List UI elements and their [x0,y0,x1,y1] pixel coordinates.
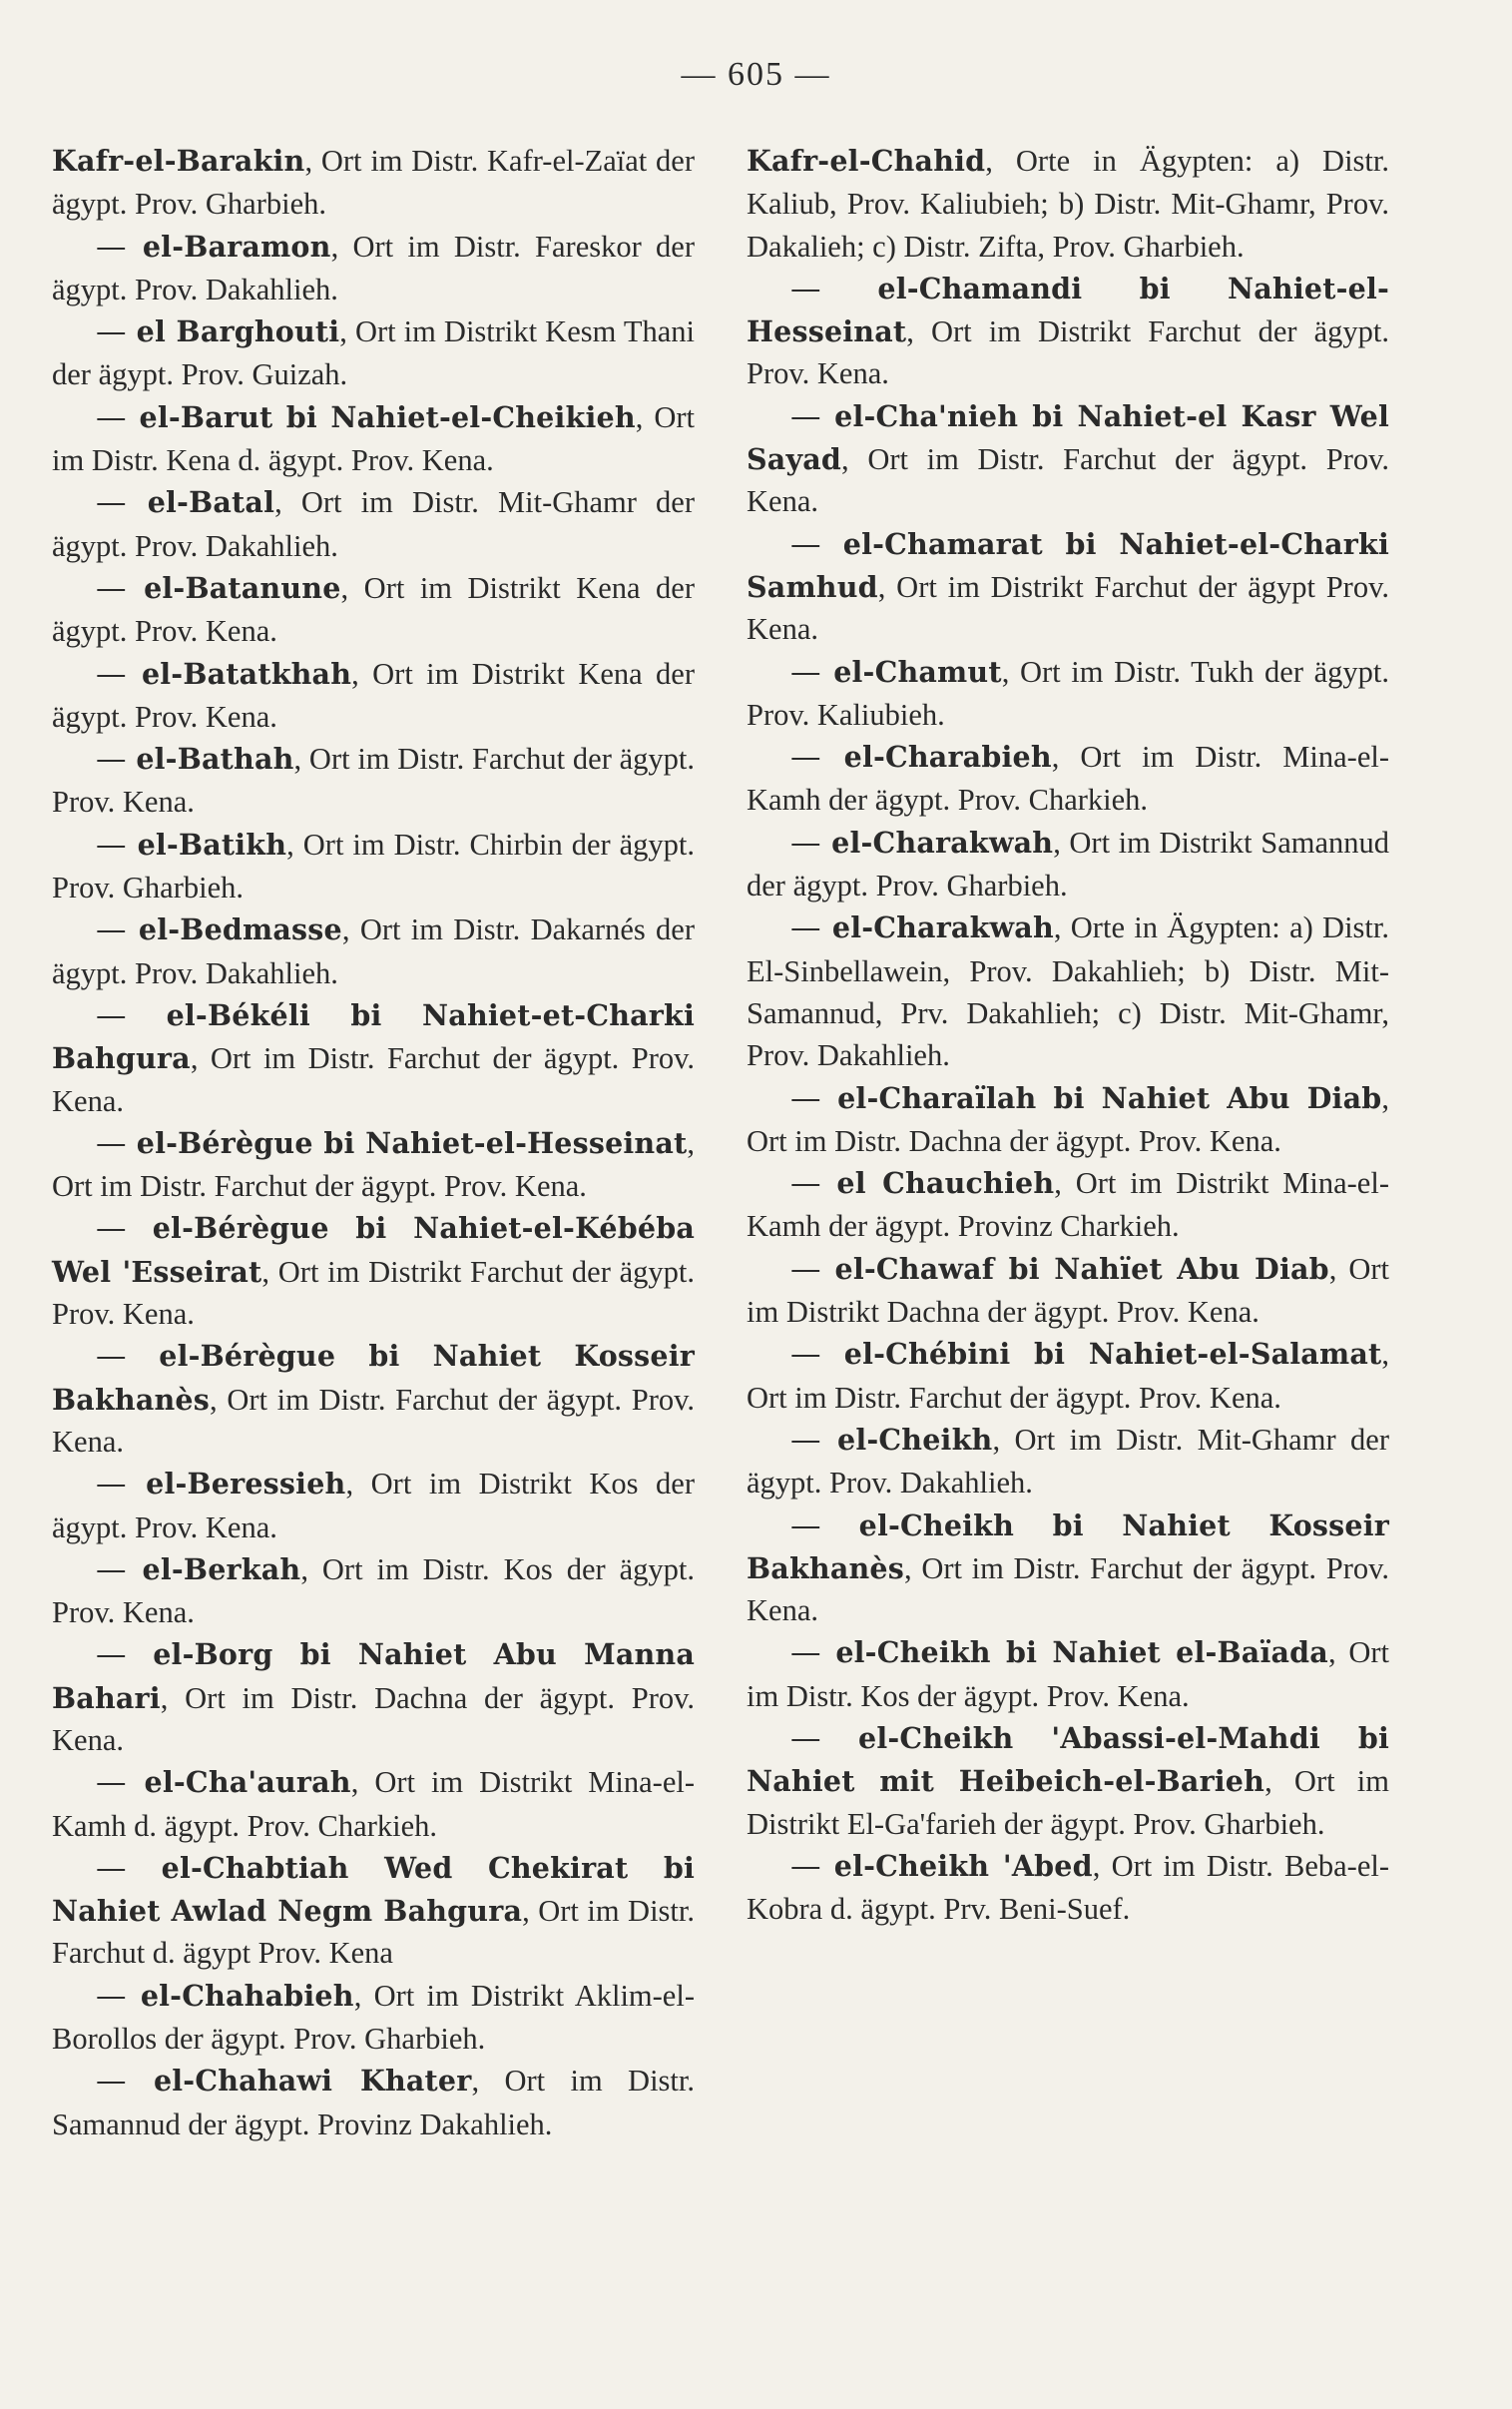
dictionary-entry [52,1548,695,1634]
entry-dash: — [96,2064,154,2100]
entry-description: , Ort im Distr. Kena d. ägypt. Prov. Kena. [52,399,695,478]
dictionary-entry [747,1162,1389,1248]
entry-headword: el-Charakwah [831,825,1054,860]
entry-headword: el-Batanune [144,570,341,605]
entry-dash: — [790,1848,834,1884]
entry-headword: el-Bedmasse [138,912,342,947]
dictionary-entry [52,1463,695,1548]
entry-description: , Ort im Distr. Farchut d. ägypt Prov. Kena [52,1894,695,1971]
entry-description: , Ort im Distr. Mina-el-Kamh der ägypt. Prov. Charkieh. [747,740,1389,818]
entry-dash: — [96,656,142,692]
entry-description: , Ort im Distrikt Farchut der ägypt. Prov. Kena. [52,1254,695,1332]
entry-dash: — [96,997,167,1033]
dictionary-entry [747,268,1389,395]
entry-dash: — [96,1211,153,1247]
entry-headword: el-Batatkhah [141,656,352,691]
dictionary-entry [52,226,695,311]
dictionary-entry [52,824,695,909]
entry-dash: — [790,1080,838,1116]
dictionary-entry [52,481,695,567]
dictionary-entry [52,1975,695,2061]
entry-dash: — [790,1337,844,1373]
entry-headword: el-Chamut [833,654,1002,689]
entry-headword: el-Cheikh 'Abed [833,1848,1093,1883]
dictionary-entry [52,1207,695,1335]
entry-dash: — [96,1339,160,1375]
entry-description: , Ort im Distr. Farchut der ägypt. Prov. Kena. [52,1382,695,1459]
entry-dash: — [96,399,140,435]
entry-headword: el-Cheikh 'Abassi-el-Mahdi bi Nahiet mit Heibeich-el-Barieh [747,1720,1389,1799]
dictionary-entry [747,140,1389,268]
entry-headword: el-Bérègue bi Nahiet-el-Hesseinat [136,1125,688,1160]
dictionary-entry [52,310,695,396]
dictionary-entry [747,395,1389,523]
entry-dash: — [96,1637,154,1673]
entry-dash: — [96,827,138,863]
dictionary-entry [52,1335,695,1463]
entry-description: , Ort im Distr. Farchut der ägypt. Prov. Kena. [52,1125,695,1204]
dictionary-entry [747,822,1389,907]
entry-headword: el-Bérègue bi Nahiet Kosseir Bakhanès [52,1339,695,1417]
entry-headword: Kafr-el-Barakin [52,144,305,178]
entry-description: , Ort im Distr. Dakarnés der ägypt. Prov. Dakahlieh. [52,912,695,990]
entry-description: , Ort im Distr. Farchut der ägypt. Prov. Kena. [747,1337,1389,1415]
entry-headword: el Barghouti [136,314,340,349]
entry-description: , Ort im Distr. Farchut der ägypt. Prov. Kena. [52,1041,695,1118]
entry-dash: — [96,1467,147,1503]
entry-description: , Ort im Distr. Tukh der ägypt. Prov. Kaliubieh. [747,654,1389,732]
entry-headword: el-Batikh [137,827,287,862]
entry-headword: el Chauchieh [836,1166,1055,1201]
entry-dash: — [96,1551,143,1587]
entry-description: , Ort im Distr. Farchut der ägypt. Prov. Kena. [747,442,1389,519]
entry-headword: el-Chabtiah Wed Chekirat bi Nahiet Awlad Negm Bahgura [52,1850,696,1929]
dictionary-entry [52,738,695,824]
entry-headword: el-Bérègue bi Nahiet-el-Kébéba Wel 'Esseirat [52,1211,695,1289]
entry-dash: — [790,398,835,434]
entry-headword: el-Chahawi Khater [153,2064,472,2099]
entry-headword: el-Charabieh [843,740,1052,775]
entry-headword: el-Cheikh bi Nahiet el-Baïada [835,1635,1328,1670]
entry-headword: el-Cha'nieh bi Nahiet-el Kasr Wel Sayad [747,398,1389,477]
entry-description: , Orte in Ägypten: a) Distr. Kaliub, Prov. Kaliubieh; b) Distr. Mit-Ghamr, Prov. Dakalieh; c) Distr. Zifta, Prov. Gharbieh. [747,144,1389,264]
dictionary-entry [747,651,1389,737]
entry-headword: el-Cheikh bi Nahiet Kosseir Bakhanès [747,1507,1389,1585]
entry-dash: — [96,314,137,350]
entry-headword: el-Baramon [142,229,331,264]
entry-headword: el-Chawaf bi Nahïet Abu Diab [834,1251,1329,1286]
entry-dash: — [96,1765,145,1801]
entry-description: , Ort im Distrikt Aklim-el-Borollos der ägypt. Prov. Gharbieh. [52,1978,695,2057]
entry-description: , Ort im Distr. Fareskor der ägypt. Prov. Dakahlieh. [52,229,695,306]
entry-dash: — [790,825,832,861]
entry-dash: — [790,910,832,946]
dictionary-entry [52,2060,695,2145]
entry-dash: — [96,229,143,265]
dictionary-entry [52,1761,695,1847]
dictionary-entry [747,906,1389,1076]
entry-headword: el-Békéli bi Nahiet-et-Charki Bahgura [52,997,695,1076]
entry-headword: el-Chahabieh [140,1978,354,2013]
entry-dash: — [790,1635,836,1671]
entry-headword: el-Chamarat bi Nahiet-el-Charki Samhud [747,526,1389,604]
dictionary-entry [747,1333,1389,1419]
entry-description: , Ort im Distrikt Farchut der ägypt Prov. Kena. [747,569,1389,647]
entry-headword: el-Barut bi Nahiet-el-Cheikieh [139,399,636,434]
entry-description: , Orte in Ägypten: a) Distr. El-Sinbellawein, Prov. Dakahlieh; b) Distr. Mit-Samannud, Prv. Dakahlieh; c) Distr. Mit-Ghamr, Prov. Dakahlieh. [747,910,1389,1073]
entry-description: , Ort im Distrikt Kesm Thani der ägypt. Prov. Guizah. [52,314,695,392]
entry-dash: — [96,912,139,948]
page-number: — 605 — [681,56,831,93]
entry-description: , Ort im Distr. Dachna der ägypt. Prov. Kena. [52,1680,695,1757]
dictionary-entry [52,1122,695,1208]
entry-description: , Ort im Distr. Chirbin der ägypt. Prov. Gharbieh. [52,827,696,905]
entry-headword: el-Batal [147,485,275,520]
entry-description: , Ort im Distr. Kos der ägypt. Prov. Kena. [747,1635,1389,1713]
entry-description: , Ort im Distr. Samannud der ägypt. Provinz Dakahlieh. [52,2064,695,2141]
dictionary-entry [747,1419,1389,1505]
dictionary-entry [747,1077,1389,1163]
entry-headword: el-Bathah [136,742,294,777]
dictionary-entry [52,396,695,482]
dictionary-entry [747,1248,1389,1334]
dictionary-entry [52,1633,695,1761]
entry-description: , Ort im Distr. Dachna der ägypt. Prov. Kena. [747,1080,1389,1158]
entry-description: , Ort im Distrikt Mina-el-Kamh d. ägypt. Prov. Charkieh. [52,1765,695,1843]
entry-description: , Ort im Distr. Kos der ägypt. Prov. Kena. [52,1551,695,1630]
entry-dash: — [96,485,148,521]
entry-dash: — [790,740,844,776]
entry-dash: — [96,1125,137,1161]
entry-description: , Ort im Distr. Mit-Ghamr der ägypt. Prov. Dakahlieh. [747,1422,1389,1501]
entry-description: , Ort im Distrikt Kos der ägypt. Prov. Kena. [52,1467,695,1544]
entry-dash: — [790,526,843,562]
entry-dash: — [96,570,145,606]
entry-description: , Ort im Distrikt Kena der ägypt. Prov. Kena. [52,656,695,734]
dictionary-entry [747,1845,1389,1931]
entry-headword: el-Borg bi Nahiet Abu Manna Bahari [52,1637,695,1715]
entry-dash: — [790,271,878,306]
dictionary-entry [747,736,1389,822]
dictionary-entry [747,523,1389,651]
entry-description: , Ort im Distrikt Samannud der ägypt. Prov. Gharbieh. [747,825,1389,903]
entry-description: , Ort im Distrikt Mina-el-Kamh der ägypt. Provinz Charkieh. [747,1166,1389,1244]
dictionary-entry [747,1505,1389,1632]
entry-headword: el-Beressieh [146,1467,346,1502]
dictionary-entry [52,140,695,226]
dictionary-entry [52,908,695,994]
entry-headword: el-Chébini bi Nahiet-el-Salamat [843,1337,1382,1372]
entry-dash: — [790,1422,838,1458]
entry-dash: — [790,1507,859,1543]
dictionary-entry [52,567,695,653]
right-column [747,140,1389,1930]
entry-dash: — [790,654,834,690]
entry-description: , Ort im Distrikt El-Ga'farieh der ägypt. Prov. Gharbieh. [747,1764,1390,1841]
dictionary-entry [747,1717,1389,1845]
entry-dash: — [790,1720,859,1756]
entry-headword: el-Cheikh [837,1422,993,1457]
left-column [52,140,695,2145]
entry-headword: el-Berkah [142,1551,301,1586]
entry-description: , Ort im Distr. Farchut der ägypt. Prov. Kena. [747,1550,1389,1628]
entry-headword: Kafr-el-Chahid [747,144,986,178]
entry-dash: — [790,1251,835,1287]
entry-headword: el-Charakwah [831,910,1054,945]
entry-dash: — [790,1166,837,1202]
entry-dash: — [96,1978,141,2014]
entry-headword: el-Chamandi bi Nahiet-el-Hesseinat [747,271,1389,349]
entry-dash: — [96,1850,162,1886]
dictionary-entry [747,1631,1389,1717]
entry-description: , Ort im Distrikt Dachna der ägypt. Prov. Kena. [747,1251,1389,1330]
entry-dash: — [96,742,137,778]
entry-description: , Ort im Distr. Farchut der ägypt. Prov. Kena. [52,742,695,820]
dictionary-entry [52,1847,695,1975]
entry-description: , Ort im Distr. Mit-Ghamr der ägypt. Prov. Dakahlieh. [52,485,695,563]
entry-description: , Ort im Distrikt Kena der ägypt. Prov. Kena. [52,570,695,649]
dictionary-entry [52,994,695,1122]
entry-description: , Ort im Distr. Beba-el-Kobra d. ägypt. Prv. Beni-Suef. [747,1848,1389,1927]
entry-headword: el-Charaïlah bi Nahiet Abu Diab [837,1080,1382,1115]
entry-description: , Ort im Distrikt Farchut der ägypt. Prov. Kena. [747,314,1389,391]
entry-description: , Ort im Distr. Kafr-el-Zaïat der ägypt. Prov. Gharbieh. [52,144,695,222]
entry-headword: el-Cha'aurah [144,1765,351,1800]
dictionary-entry [52,653,695,739]
